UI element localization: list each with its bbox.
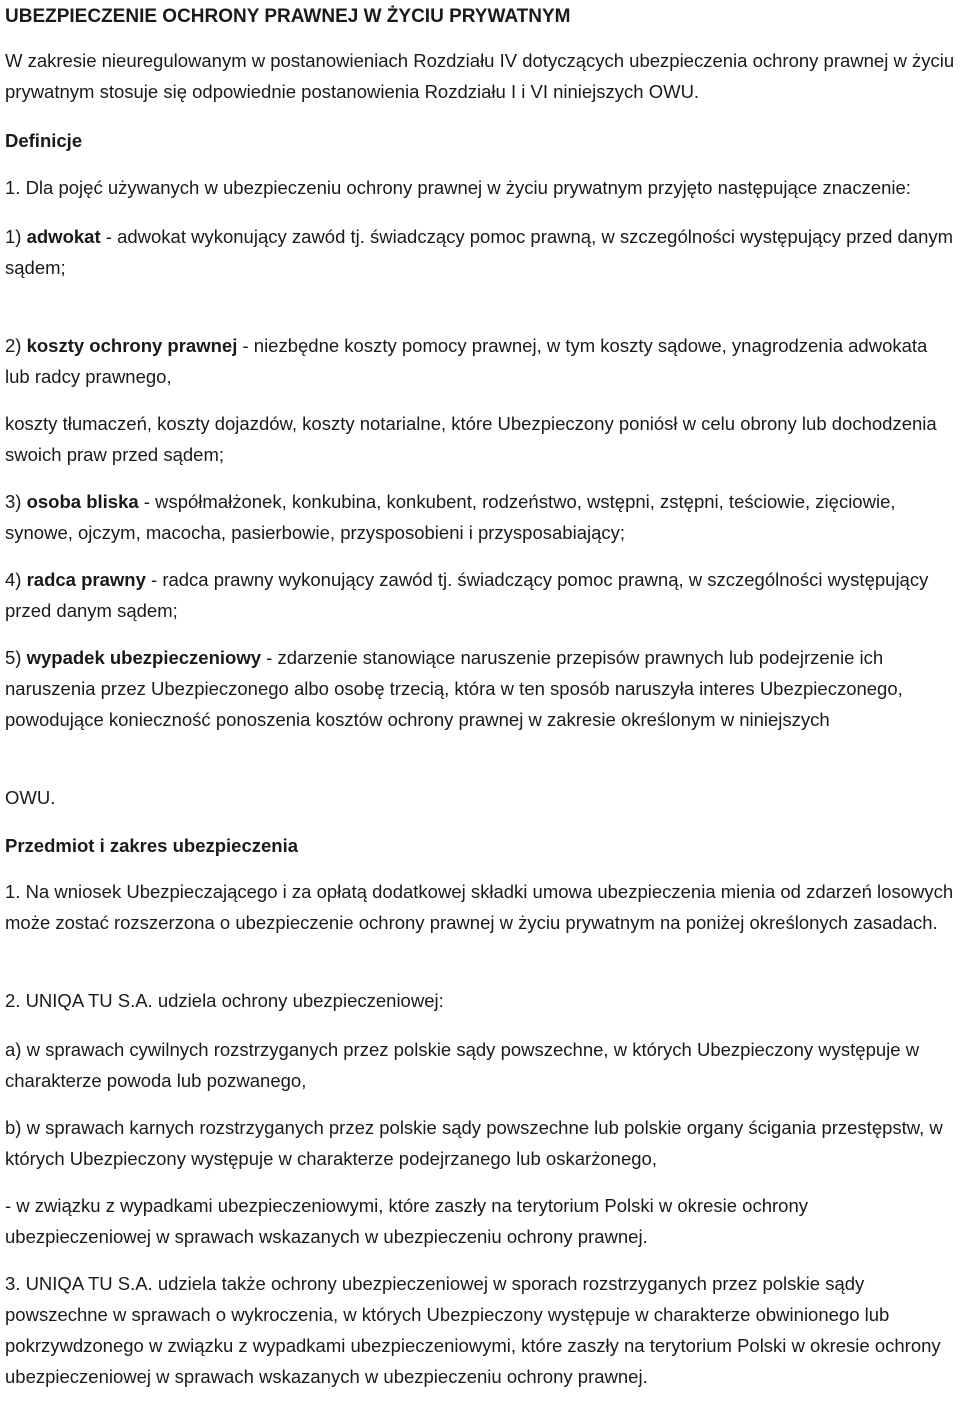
- scope-heading: Przedmiot i zakres ubezpieczenia: [5, 835, 299, 856]
- definition-term: radca prawny: [26, 569, 146, 590]
- scope-point-1: 1. Na wniosek Ubezpieczającego i za opłatą dodatkowej składki umowa ubezpieczenia mienia od zdarzeń losowych może zostać rozszerzona o ubezpieczenie ochrony prawnej w życiu prywatnym na poniżej określonych zasadach.: [5, 881, 954, 933]
- definition-term: wypadek ubezpieczeniowy: [26, 647, 261, 668]
- definition-continuation-owu: [5, 782, 955, 813]
- definition-prefix: 1): [5, 226, 27, 247]
- definition-text: - adwokat wykonujący zawód tj. świadczący pomoc prawną, w szczególności występujący przed danym sądem;: [5, 226, 954, 278]
- definition-item-koszty: [5, 330, 955, 392]
- definition-text: - niezbędne koszty pomocy prawnej, w tym koszty sądowe, ynagrodzenia adwokata lub radcy prawnego,: [5, 335, 928, 387]
- scope-point-b: b) w sprawach karnych rozstrzyganych przez polskie sądy powszechne lub polskie organy ścigania przestępstw, w których Ubezpieczony występuje w charakterze podejrzanego lub oskarżonego,: [5, 1117, 943, 1169]
- scope-dash-paragraph: - w związku z wypadkami ubezpieczeniowymi, które zaszły na terytorium Polski w okresie ochrony ubezpieczeniowej w sprawach wskazanych w ubezpieczeniu ochrony prawnej.: [5, 1195, 808, 1247]
- definition-item-adwokat: [5, 221, 955, 283]
- definition-prefix: 3): [5, 491, 27, 512]
- definition-term: adwokat: [26, 226, 101, 247]
- definition-item-wypadek: [5, 642, 955, 735]
- definition-prefix: 5): [5, 647, 27, 668]
- scope-point-a: a) w sprawach cywilnych rozstrzyganych przez polskie sądy powszechne, w których Ubezpieczony występuje w charakterze powoda lub pozwanego,: [5, 1039, 920, 1091]
- definitions-heading: Definicje: [5, 130, 83, 151]
- definition-text: OWU.: [5, 787, 56, 808]
- definition-text: - współmałżonek, konkubina, konkubent, rodzeństwo, wstępni, zstępni, teściowie, zięciowie, synowe, ojczym, macocha, pasierbowie, przysposobieni i przysposabiający;: [5, 491, 896, 543]
- definition-term: osoba bliska: [26, 491, 139, 512]
- document-title: UBEZPIECZENIE OCHRONY PRAWNEJ W ŻYCIU PRYWATNYM: [5, 6, 571, 27]
- definition-term: koszty ochrony prawnej: [26, 335, 238, 356]
- scope-point-3: 3. UNIQA TU S.A. udziela także ochrony ubezpieczeniowej w sporach rozstrzyganych przez polskie sądy powszechne w sprawach o wykroczenia, w których Ubezpieczony występuje w charakterze obwinionego lub pokrzywdzonego w związku z wypadkami ubezpieczeniowymi, które zaszły na terytorium Polski w okresie ochrony ubezpieczeniowej w sprawach wskazanych w ubezpieczeniu ochrony prawnej.: [5, 1273, 941, 1387]
- intro-paragraph: W zakresie nieuregulowanym w postanowieniach Rozdziału IV dotyczących ubezpieczenia ochrony prawnej w życiu prywatnym stosuje się odpowiednie postanowienia Rozdziału I i VI niniejszych OWU.: [5, 50, 955, 102]
- definition-text: koszty tłumaczeń, koszty dojazdów, koszty notarialne, które Ubezpieczony poniósł w celu obrony lub dochodzenia swoich praw przed sądem;: [5, 413, 937, 465]
- definition-prefix: 4): [5, 569, 27, 590]
- definitions-point-1: 1. Dla pojęć używanych w ubezpieczeniu ochrony prawnej w życiu prywatnym przyjęto następujące znaczenie:: [5, 177, 911, 198]
- definition-text: - radca prawny wykonujący zawód tj. świadczący pomoc prawną, w szczególności występujący przed danym sądem;: [5, 569, 929, 621]
- scope-point-2: 2. UNIQA TU S.A. udziela ochrony ubezpieczeniowej:: [5, 990, 444, 1011]
- definition-prefix: 2): [5, 335, 27, 356]
- definition-item-radca: [5, 564, 955, 626]
- definition-continuation: [5, 408, 955, 470]
- definition-text: - zdarzenie stanowiące naruszenie przepisów prawnych lub podejrzenie ich naruszenia przez Ubezpieczonego albo osobę trzecią, która w ten sposób naruszyła interes Ubezpieczonego, powodujące konieczność ponoszenia kosztów ochrony prawnej w zakresie określonym w niniejszych: [5, 647, 903, 730]
- definition-item-osoba-bliska: [5, 486, 955, 548]
